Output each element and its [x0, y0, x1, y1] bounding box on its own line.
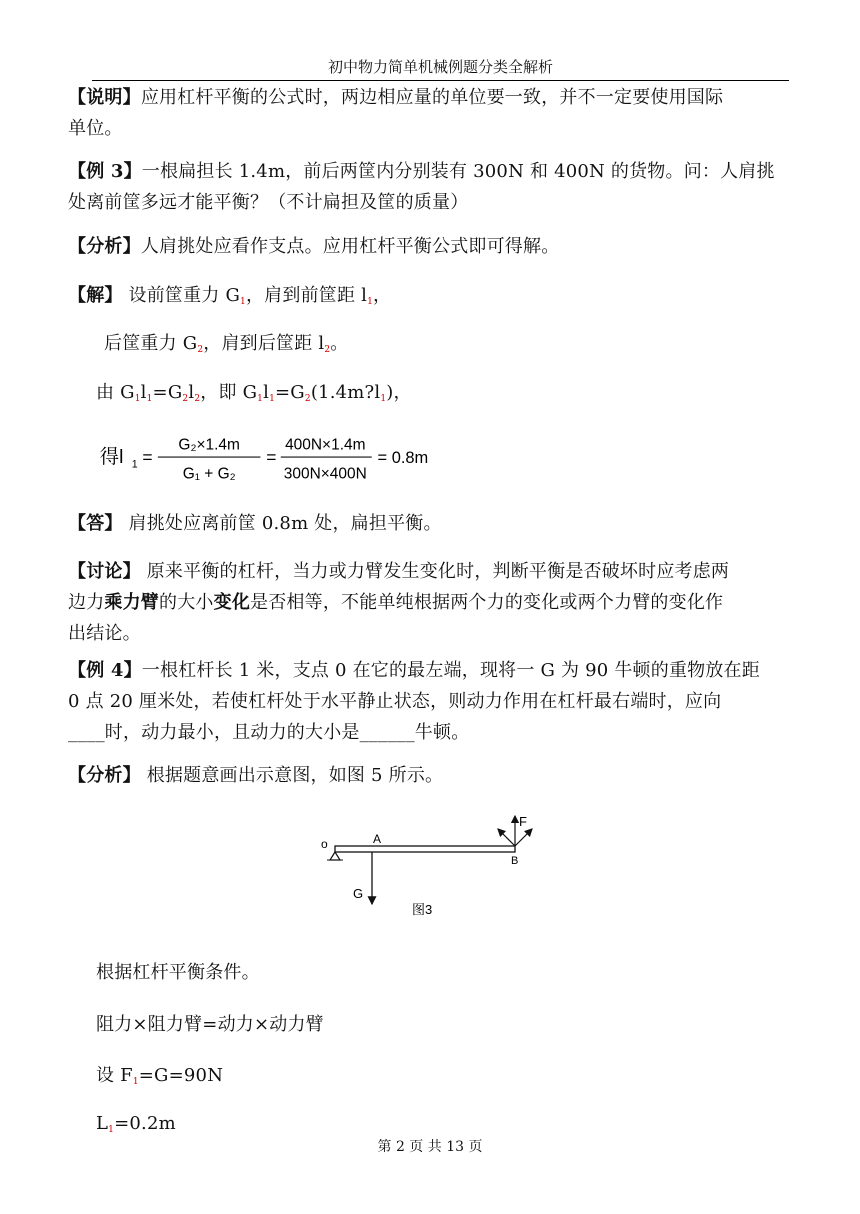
solution-line-2 — [104, 328, 824, 366]
label-o: o — [321, 837, 328, 851]
analysis-1-paragraph — [68, 231, 788, 262]
solution-text: )， — [386, 382, 412, 403]
discussion-text: 边力 — [68, 592, 105, 613]
page-footer: 第 2 页 共 13 页 — [377, 1139, 483, 1155]
example-4-text-2: 0 点 20 厘米处，若使杠杆处于水平静止状态，则动力作用在杠杆最右端时，应向 — [68, 691, 722, 712]
subscript: 2 — [182, 394, 189, 404]
note-text-2: 单位。 — [68, 118, 123, 139]
label-a: A — [373, 832, 382, 846]
label-b: B — [511, 855, 519, 867]
subscript: 1 — [367, 297, 373, 307]
discussion-text: 的大小 — [159, 592, 214, 613]
lever-diagram — [315, 812, 540, 922]
formula-lead-sub: 1 — [131, 458, 138, 471]
formula-equals-1: = — [142, 446, 153, 467]
formula-fraction-1-denominator: G₁ + G₂ — [182, 465, 236, 483]
subscript: 2 — [194, 394, 201, 404]
discussion-label: 【讨论】 — [68, 561, 141, 582]
subscript: 1 — [240, 297, 246, 307]
lever-bar — [335, 846, 515, 852]
solution-label: 【解】 — [68, 285, 123, 306]
solution-line-3 — [96, 377, 816, 415]
analysis-1-text: 人肩挑处应看作支点。应用杠杆平衡公式即可得解。 — [140, 236, 560, 257]
solution-text: ，肩到前筐距 l — [245, 285, 368, 306]
analysis-1-label: 【分析】 — [68, 236, 141, 257]
discussion-text-3: 出结论。 — [68, 623, 141, 644]
example-3-text-1: 一根扁担长 1.4m，前后两筐内分别装有 300N 和 400N 的货物。问：人肩挑 — [141, 161, 775, 182]
solution-text: 设前筐重力 G — [128, 285, 241, 306]
answer-paragraph — [68, 508, 788, 539]
subscript: 2 — [304, 394, 311, 404]
fulcrum-icon — [330, 852, 340, 860]
formula-fraction-1-numerator: G₂×1.4m — [178, 436, 240, 454]
formula-fraction-2-denominator: 300N×400N — [283, 465, 367, 483]
solution-text: ，即 G — [200, 382, 258, 403]
example-3-label: 【例 3】 — [68, 161, 142, 182]
analysis-2-text: 根据题意画出示意图，如图 5 所示。 — [146, 765, 444, 786]
discussion-paragraph — [68, 556, 788, 649]
answer-text: 肩挑处应离前筐 0.8m 处，扁担平衡。 — [128, 513, 442, 534]
solution-text: (1.4m?l — [310, 382, 381, 403]
page-header: 初中物力简单机械例题分类全解析 — [327, 58, 553, 76]
solution-line-1 — [68, 280, 788, 318]
solution-text: 后筐重力 G — [104, 333, 198, 354]
force-f-arrow-left — [498, 829, 515, 846]
line-set-f1 — [96, 1060, 816, 1098]
label-g: G — [353, 886, 364, 901]
example-4-label: 【例 4】 — [68, 660, 142, 681]
discussion-emphasis: 乘力臂 — [104, 592, 160, 613]
solution-text: ， — [373, 285, 392, 306]
figure-caption: 图3 — [412, 902, 433, 917]
note-label: 【说明】 — [68, 87, 141, 108]
line-text: 设 F — [96, 1065, 133, 1086]
line-text: L — [96, 1113, 109, 1134]
discussion-emphasis: 变化 — [213, 592, 251, 613]
analysis-2-label: 【分析】 — [68, 765, 141, 786]
example-4-text-3: ____时，动力最小，且动力的大小是______牛顿。 — [68, 722, 470, 743]
formula-lead: 得l — [99, 445, 124, 468]
formula-result: = 0.8m — [377, 448, 429, 467]
subscript: 1 — [108, 1125, 115, 1135]
answer-label: 【答】 — [68, 513, 123, 534]
note-text-1: 应用杠杆平衡的公式时，两边相应量的单位要一致，并不一定要使用国际 — [140, 87, 724, 108]
subscript: 2 — [324, 345, 331, 355]
subscript: 2 — [197, 345, 204, 355]
solution-text: 。 — [330, 333, 349, 354]
example-4-text-1: 一根杠杆长 1 米，支点 0 在它的最左端，现将一 G 为 90 牛顿的重物放在距 — [141, 660, 760, 681]
subscript: 1 — [257, 394, 264, 404]
header-rule — [92, 80, 789, 81]
note-paragraph — [68, 82, 788, 144]
solution-text: l — [140, 382, 147, 403]
formula-fraction-2-numerator: 400N×1.4m — [285, 436, 366, 454]
subscript: 1 — [269, 394, 276, 404]
solution-text: l — [263, 382, 270, 403]
example-4-paragraph — [68, 655, 788, 748]
solution-text: =G — [275, 382, 305, 403]
solution-text: 由 G — [96, 382, 135, 403]
example-3-text-2: 处离前筐多远才能平衡？（不计扁担及筐的质量） — [68, 192, 469, 213]
subscript: 1 — [380, 394, 387, 404]
line-rule: 阻力×阻力臂=动力×动力臂 — [96, 1014, 324, 1035]
subscript: 1 — [132, 1077, 139, 1087]
formula-equals-2: = — [266, 446, 277, 467]
analysis-2-paragraph — [68, 760, 788, 791]
solution-formula — [94, 428, 454, 488]
example-3-paragraph — [68, 156, 788, 218]
line-text: =0.2m — [114, 1113, 176, 1134]
line-condition: 根据杠杆平衡条件。 — [96, 962, 260, 983]
force-f-arrow-right — [515, 829, 532, 846]
subscript: 1 — [134, 394, 141, 404]
solution-text: ，肩到后筐距 l — [203, 333, 325, 354]
discussion-text: 是否相等，不能单纯根据两个力的变化或两个力臂的变化作 — [250, 592, 724, 613]
subscript: 1 — [146, 394, 153, 404]
solution-text: =G — [152, 382, 183, 403]
label-f: F — [519, 814, 527, 829]
discussion-text-1: 原来平衡的杠杆，当力或力臂发生变化时，判断平衡是否破坏时应考虑两 — [146, 561, 730, 582]
solution-text: l — [188, 382, 195, 403]
line-text: =G=90N — [138, 1065, 224, 1086]
